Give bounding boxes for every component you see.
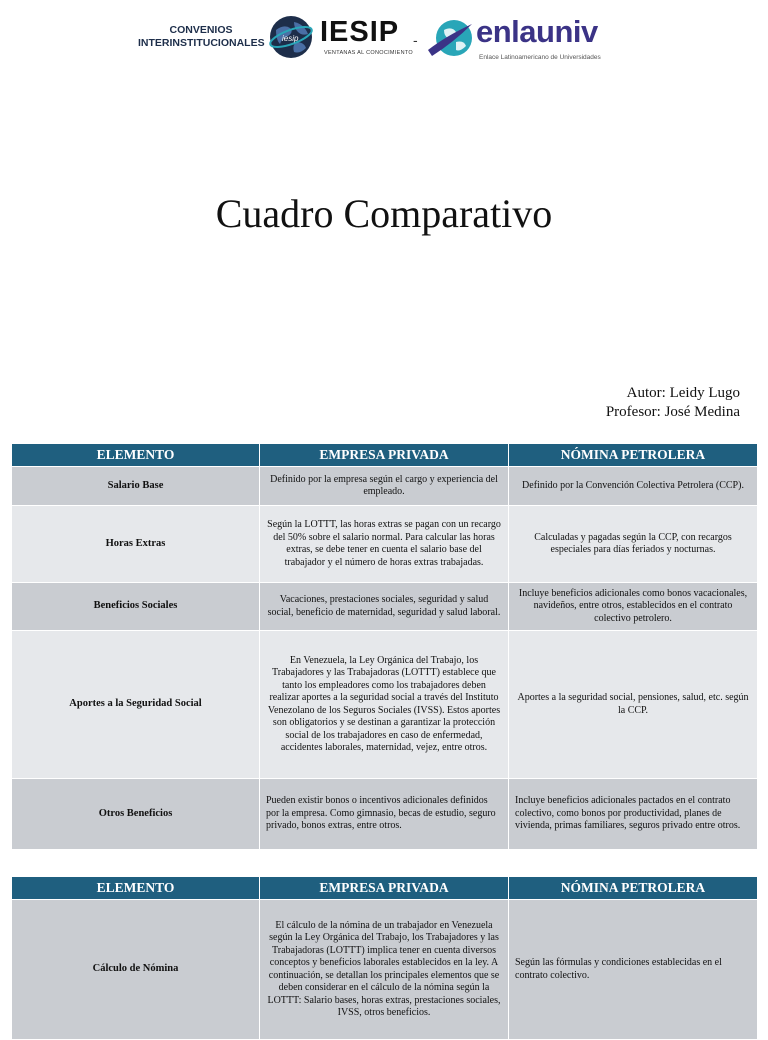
cell-petrolera: Según las fórmulas y condiciones establecidas en el contrato colectivo. [509,900,758,1040]
cell-element: Otros Beneficios [12,779,260,850]
cell-petrolera: Aportes a la seguridad social, pensiones, salud, etc. según la CCP. [509,631,758,779]
cell-element: Beneficios Sociales [12,583,260,631]
convenios-label: CONVENIOS INTERINSTITUCIONALES [138,24,265,49]
table-row [12,467,758,506]
enlauniv-tagline: Enlace Latinoamericano de Universidades [479,54,601,61]
cell-petrolera: Incluye beneficios adicionales pactados en el contrato colectivo, como bonos por productividad, planes de vivienda, primas familiares, seguros privado entre otros. [509,779,758,850]
logo-separator: - [413,32,418,48]
cell-element: Cálculo de Nómina [12,900,260,1040]
enlauniv-globe-logo [426,16,476,62]
author-line: Autor: Leidy Lugo [626,385,740,401]
enlauniv-wordmark: enlauniv [476,14,598,49]
comparison-table-2 [11,876,758,1040]
header-empresa-privada: EMPRESA PRIVADA [260,877,509,900]
table-header-row [12,877,758,900]
authors-block [606,384,740,422]
table-row [12,506,758,583]
table-header-row [12,444,758,467]
cell-petrolera: Definido por la Convención Colectiva Petrolera (CCP). [509,467,758,506]
iesip-globe-logo [268,14,314,60]
cell-privada: Definido por la empresa según el cargo y experiencia del empleado. [260,467,509,506]
cell-petrolera: Calculadas y pagadas según la CCP, con recargos especiales para días feriados y nocturnas. [509,506,758,583]
header-elemento: ELEMENTO [12,444,260,467]
cell-element: Horas Extras [12,506,260,583]
table-row [12,631,758,779]
table-row [12,779,758,850]
cell-privada: En Venezuela, la Ley Orgánica del Trabajo, los Trabajadores y las Trabajadoras (LOTTT) establece que tanto los empleadores como los trabajadores deben realizar aportes a la seguridad social a través del Instituto Venezolano de los Seguros Sociales (IVSS). Estos aportes son obligatorios y se destinan a garantizar la protección social de los trabajadores en caso de enfermedad, accidentes laborales, maternidad, vejez, entre otros. [260,631,509,779]
cell-element: Aportes a la Seguridad Social [12,631,260,779]
cell-element: Salario Base [12,467,260,506]
cell-privada: El cálculo de la nómina de un trabajador en Venezuela según la Ley Orgánica del Trabajo, los Trabajadores y las Trabajadoras (LOTTT) implica tener en cuenta diversos conceptos y beneficios laborales establecidos en la ley. A continuación, se detallan los principales elementos que se deben considerar en el cálculo de la nómina según la LOTTT: Salario bases, horas extras, prestaciones sociales, IVSS, otros beneficios. [260,900,509,1040]
iesip-tagline: VENTANAS AL CONOCIMIENTO [324,50,414,56]
header-nomina-petrolera: NÓMINA PETROLERA [509,877,758,900]
iesip-wordmark: IESIP [320,16,400,48]
comparison-table-1 [11,443,758,850]
cell-privada: Vacaciones, prestaciones sociales, seguridad y salud social, beneficio de maternidad, seguridad y salud laboral. [260,583,509,631]
professor-line: Profesor: José Medina [605,404,740,420]
cell-privada: Según la LOTTT, las horas extras se pagan con un recargo del 50% sobre el salario normal. Para calcular las horas extras, se debe tener en cuenta el salario base del trabajador y el número de horas extras trabajadas. [260,506,509,583]
page-title: Cuadro Comparativo [215,191,553,236]
table-row [12,583,758,631]
cell-privada: Pueden existir bonos o incentivos adicionales definidos por la empresa. Como gimnasio, becas de estudio, seguro privado, bonos extras, entre otros. [260,779,509,850]
header-logos [0,12,768,62]
header-elemento: ELEMENTO [12,877,260,900]
cell-petrolera: Incluye beneficios adicionales como bonos vacacionales, navideños, entre otros, establecidos en el contrato colectivo petrolero. [509,583,758,631]
header-nomina-petrolera: NÓMINA PETROLERA [509,444,758,467]
header-empresa-privada: EMPRESA PRIVADA [260,444,509,467]
table-row [12,900,758,1040]
svg-text:iesip: iesip [282,34,299,43]
